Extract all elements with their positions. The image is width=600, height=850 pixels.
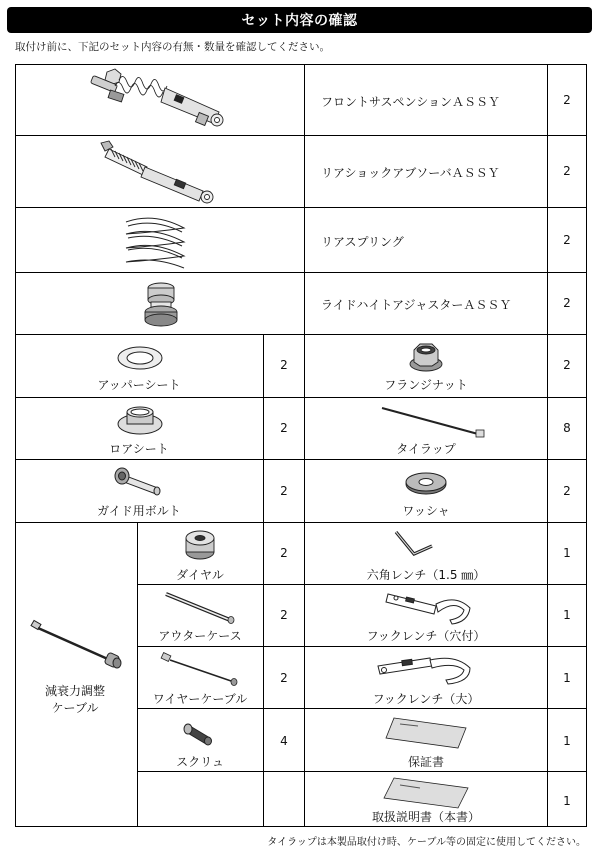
section-header — [7, 7, 592, 33]
front-suspension-name: フロントサスペンションＡＳＳＹ — [321, 95, 500, 109]
upper-seat-name: アッパーシート — [97, 378, 181, 392]
front-suspension-qty: 2 — [563, 93, 571, 107]
rear-spring-name: リアスプリング — [321, 235, 404, 249]
rear-shock-image — [95, 137, 225, 207]
hex-wrench-qty: 1 — [563, 546, 571, 560]
tie-wrap-image — [378, 404, 488, 440]
rear-spring-image — [120, 212, 190, 270]
washer-qty: 2 — [563, 484, 571, 498]
wire-cable-qty: 2 — [280, 671, 288, 685]
warranty-qty: 1 — [563, 734, 571, 748]
screw-qty: 4 — [280, 734, 288, 748]
lower-seat-qty: 2 — [280, 421, 288, 435]
dial-name: ダイヤル — [176, 568, 224, 582]
dial-qty: 2 — [280, 546, 288, 560]
upper-seat-qty: 2 — [280, 358, 288, 372]
cell-empty — [137, 771, 264, 827]
flange-nut-name: フランジナット — [384, 378, 468, 392]
damping-cable-image — [30, 618, 124, 670]
wire-cable-image — [160, 652, 240, 688]
section-title: セット内容の確認 — [241, 13, 358, 29]
tie-wrap-name: タイラップ — [396, 442, 456, 456]
outer-case-name: アウターケース — [158, 629, 242, 643]
rear-shock-qty: 2 — [563, 164, 571, 178]
screw-name: スクリュ — [176, 755, 224, 769]
rear-shock-name: リアショックアブソーバＡＳＳＹ — [321, 166, 500, 180]
adjuster-name: ライドハイトアジャスターＡＳＳＹ — [321, 298, 512, 312]
damping-cable-line1: 減衰力調整 — [44, 684, 106, 698]
cell-empty-qty — [263, 771, 305, 827]
warranty-image — [384, 716, 470, 750]
damping-cable-line2: ケーブル — [51, 701, 99, 715]
flange-nut-qty: 2 — [563, 358, 571, 372]
intro-text: 取付け前に、下記のセット内容の有無・数量を確認してください。 — [15, 41, 330, 53]
dial-image — [184, 528, 216, 562]
hook-wrench-holed-name: フックレンチ（穴付） — [366, 629, 486, 643]
washer-image — [404, 470, 448, 496]
wire-cable-name: ワイヤーケーブル — [152, 692, 248, 706]
tie-wrap-qty: 8 — [563, 421, 571, 435]
adjuster-qty: 2 — [563, 296, 571, 310]
flange-nut-image — [408, 340, 444, 374]
manual-image — [382, 776, 472, 810]
front-suspension-image — [85, 66, 235, 134]
washer-name: ワッシャ — [402, 504, 450, 518]
hook-wrench-large-name: フックレンチ（大） — [372, 692, 480, 706]
manual-name: 取扱説明書（本書） — [371, 810, 481, 824]
lower-seat-name: ロアシート — [109, 442, 169, 456]
hex-wrench-image — [392, 528, 434, 564]
outer-case-qty: 2 — [280, 608, 288, 622]
footnote: タイラップは本製品取付け時、ケーブル等の固定に使用してください。 — [267, 837, 586, 848]
hex-wrench-name: 六角レンチ（1.5 ㎜） — [366, 568, 486, 582]
manual-qty: 1 — [563, 794, 571, 808]
lower-seat-image — [115, 404, 165, 436]
rear-spring-qty: 2 — [563, 233, 571, 247]
screw-image — [182, 722, 214, 748]
guide-bolt-qty: 2 — [280, 484, 288, 498]
hook-wrench-large-image — [374, 652, 478, 688]
guide-bolt-name: ガイド用ボルト — [97, 504, 181, 518]
hook-wrench-large-qty: 1 — [563, 671, 571, 685]
ride-height-adjuster-image — [141, 278, 181, 330]
hook-wrench-holed-image — [384, 588, 476, 626]
warranty-name: 保証書 — [407, 755, 445, 769]
hook-wrench-holed-qty: 1 — [563, 608, 571, 622]
cell-damping-cable — [15, 522, 138, 827]
upper-seat-image — [115, 344, 165, 372]
guide-bolt-image — [112, 466, 164, 498]
outer-case-image — [162, 590, 238, 626]
